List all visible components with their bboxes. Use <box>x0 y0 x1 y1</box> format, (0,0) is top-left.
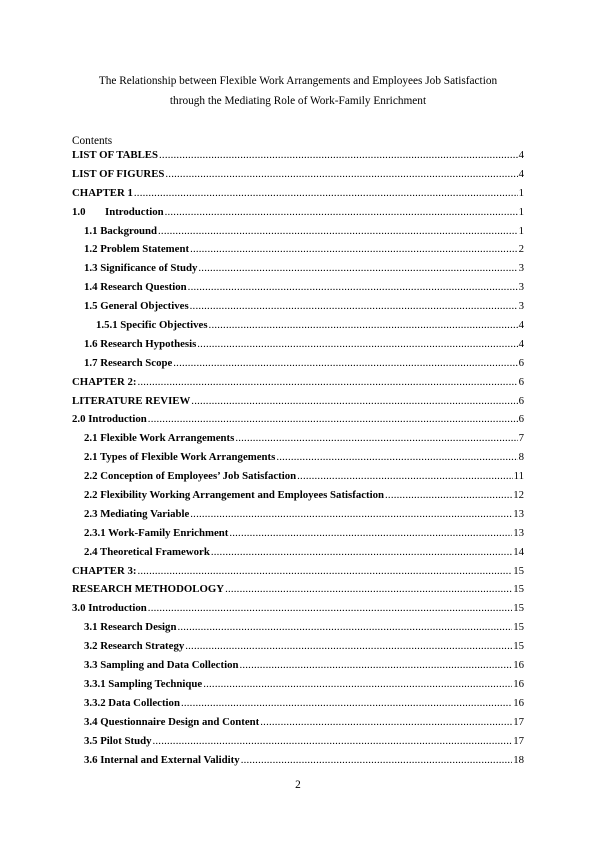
contents-heading: Contents <box>72 135 113 147</box>
toc-dot-leader <box>241 754 513 766</box>
toc-entry-page: 12 <box>513 489 524 502</box>
toc-entry[interactable] <box>72 697 524 716</box>
toc-dot-leader <box>185 640 512 652</box>
toc-dot-leader <box>197 338 517 350</box>
toc-entry-title: 1.7 Research Scope <box>84 356 173 369</box>
toc-entry-page: 15 <box>513 583 524 596</box>
document-title-line-2: through the Mediating Role of Work-Family Enrichment <box>169 95 427 107</box>
toc-entry-page: 13 <box>513 526 524 539</box>
toc-dot-leader <box>159 149 518 161</box>
table-of-contents <box>72 149 524 772</box>
toc-entry-title: LITERATURE REVIEW <box>72 394 191 407</box>
toc-entry-title: 3.1 Research Design <box>84 621 177 634</box>
toc-entry-page: 15 <box>513 621 524 634</box>
toc-entry-title: 1.5 General Objectives <box>84 300 189 313</box>
document-title-line-1: The Relationship between Flexible Work Arrangements and Employees Job Satisfaction <box>98 75 498 87</box>
toc-entry[interactable] <box>72 546 524 565</box>
page-number: 2 <box>295 779 301 791</box>
toc-dot-leader <box>190 508 512 520</box>
document-title <box>72 71 524 111</box>
toc-dot-leader <box>203 678 512 690</box>
toc-entry-page: 13 <box>513 507 524 520</box>
toc-entry-page: 4 <box>518 149 524 161</box>
toc-entry-title: 3.2 Research Strategy <box>84 640 185 653</box>
toc-dot-leader <box>190 300 518 312</box>
toc-entry-title: CHAPTER 1 <box>72 186 133 199</box>
toc-dot-leader <box>229 527 512 539</box>
toc-entry-page: 15 <box>513 564 524 577</box>
toc-entry[interactable] <box>72 432 524 451</box>
toc-entry-title: 2.3.1 Work-Family Enrichment <box>84 526 229 539</box>
toc-entry-title: 1.2 Problem Statement <box>84 243 190 256</box>
toc-entry-page: 1 <box>518 224 524 237</box>
toc-entry[interactable] <box>72 451 524 470</box>
toc-entry-title: 1.5.1 Specific Objectives <box>96 319 208 332</box>
toc-dot-leader <box>385 489 512 501</box>
toc-entry-title: 2.0 Introduction <box>72 413 147 426</box>
toc-entry-title: 3.0 Introduction <box>72 602 147 615</box>
toc-entry-title: 2.1 Flexible Work Arrangements <box>84 432 235 445</box>
toc-entry-page: 16 <box>513 659 524 672</box>
toc-entry-page: 3 <box>518 262 524 275</box>
toc-entry[interactable] <box>72 262 524 281</box>
toc-entry[interactable] <box>72 602 524 621</box>
toc-dot-leader <box>211 546 512 558</box>
toc-dot-leader <box>158 225 518 237</box>
toc-entry-title: 2.2 Flexibility Working Arrangement and Employees Satisfaction <box>84 489 385 502</box>
toc-entry[interactable] <box>72 659 524 678</box>
toc-entry-title: 2.3 Mediating Variable <box>84 507 190 520</box>
toc-entry-page: 15 <box>513 640 524 653</box>
toc-entry[interactable] <box>72 716 524 735</box>
toc-entry-page: 14 <box>513 545 524 558</box>
toc-entry-page: 1 <box>518 205 524 218</box>
toc-dot-leader <box>190 243 518 255</box>
toc-entry-title: LIST OF FIGURES <box>72 167 165 180</box>
toc-entry[interactable] <box>72 678 524 697</box>
toc-dot-leader <box>173 357 517 369</box>
toc-dot-leader <box>153 735 513 747</box>
toc-entry[interactable] <box>72 489 524 508</box>
toc-entry[interactable] <box>72 149 524 168</box>
toc-entry[interactable] <box>72 621 524 640</box>
toc-entry-title: 3.3.2 Data Collection <box>84 696 180 709</box>
toc-entry[interactable] <box>72 206 524 225</box>
toc-entry[interactable] <box>72 319 524 338</box>
toc-entry-page: 2 <box>518 243 524 256</box>
toc-dot-leader <box>225 583 512 595</box>
toc-entry-title: LIST OF TABLES <box>72 149 159 161</box>
toc-entry[interactable] <box>72 413 524 432</box>
toc-entry[interactable] <box>72 376 524 395</box>
toc-entry[interactable] <box>72 735 524 754</box>
toc-entry-page: 8 <box>518 451 524 464</box>
toc-dot-leader <box>181 697 512 709</box>
toc-dot-leader <box>148 602 512 614</box>
toc-entry-page: 15 <box>513 602 524 615</box>
toc-dot-leader <box>177 621 512 633</box>
toc-dot-leader <box>191 395 517 407</box>
toc-entry-page: 4 <box>518 319 524 332</box>
toc-dot-leader <box>235 432 517 444</box>
toc-entry[interactable] <box>72 508 524 527</box>
toc-entry[interactable] <box>72 527 524 546</box>
toc-entry[interactable] <box>72 338 524 357</box>
toc-entry[interactable] <box>72 225 524 244</box>
toc-entry-page: 6 <box>518 413 524 426</box>
toc-entry-page: 16 <box>513 677 524 690</box>
toc-entry[interactable] <box>72 583 524 602</box>
toc-dot-leader <box>134 187 518 199</box>
toc-entry-page: 1 <box>518 186 524 199</box>
toc-dot-leader <box>297 470 512 482</box>
toc-entry[interactable] <box>72 565 524 584</box>
toc-entry-page: 3 <box>518 300 524 313</box>
toc-entry-title: 3.4 Questionnaire Design and Content <box>84 715 260 728</box>
toc-entry-title: RESEARCH METHODOLOGY <box>72 583 225 596</box>
toc-entry-title: 2.1 Types of Flexible Work Arrangements <box>84 451 276 464</box>
toc-entry-title: 1.6 Research Hypothesis <box>84 337 197 350</box>
toc-dot-leader <box>209 319 518 331</box>
toc-dot-leader <box>165 168 517 180</box>
toc-entry-number: 1.0 <box>72 205 86 218</box>
toc-entry-page: 3 <box>518 281 524 294</box>
toc-entry[interactable] <box>72 754 524 773</box>
toc-entry-page: 6 <box>518 356 524 369</box>
toc-dot-leader <box>188 281 518 293</box>
toc-entry[interactable] <box>72 243 524 262</box>
toc-entry-title: CHAPTER 2: <box>72 375 137 388</box>
toc-entry-page: 6 <box>518 375 524 388</box>
toc-entry[interactable] <box>72 640 524 659</box>
toc-entry-page: 16 <box>513 696 524 709</box>
toc-entry-page: 18 <box>513 753 524 766</box>
toc-entry-title: 1.3 Significance of Study <box>84 262 198 275</box>
toc-entry-title: CHAPTER 3: <box>72 564 137 577</box>
toc-entry-page: 6 <box>518 394 524 407</box>
toc-dot-leader <box>165 206 518 218</box>
toc-entry-page: 17 <box>513 734 524 747</box>
toc-dot-leader <box>137 565 512 577</box>
toc-dot-leader <box>198 262 517 274</box>
toc-entry-title: 3.6 Internal and External Validity <box>84 753 240 766</box>
toc-entry-title: 2.2 Conception of Employees’ Job Satisfaction <box>84 470 297 483</box>
toc-entry-title: 3.5 Pilot Study <box>84 734 152 747</box>
toc-entry-page: 4 <box>518 337 524 350</box>
toc-entry[interactable] <box>72 168 524 187</box>
toc-entry-title: 1.4 Research Question <box>84 281 187 294</box>
toc-entry[interactable] <box>72 187 524 206</box>
toc-entry-page: 17 <box>513 715 524 728</box>
toc-entry-title: 2.4 Theoretical Framework <box>84 545 210 558</box>
toc-entry[interactable] <box>72 281 524 300</box>
toc-entry-title: 3.3 Sampling and Data Collection <box>84 659 239 672</box>
toc-entry[interactable] <box>72 300 524 319</box>
toc-entry-title: Introduction <box>105 205 164 218</box>
toc-dot-leader <box>239 659 512 671</box>
toc-entry-page: 4 <box>518 167 524 180</box>
toc-dot-leader <box>260 716 512 728</box>
toc-entry[interactable] <box>72 395 524 414</box>
toc-dot-leader <box>137 376 517 388</box>
toc-entry[interactable] <box>72 470 524 489</box>
toc-dot-leader <box>276 451 517 463</box>
toc-entry-title: 3.3.1 Sampling Technique <box>84 677 203 690</box>
toc-entry-page: 7 <box>518 432 524 445</box>
toc-dot-leader <box>148 413 518 425</box>
toc-entry[interactable] <box>72 357 524 376</box>
toc-entry-page: 11 <box>513 470 524 483</box>
toc-entry-title: 1.1 Background <box>84 224 158 237</box>
